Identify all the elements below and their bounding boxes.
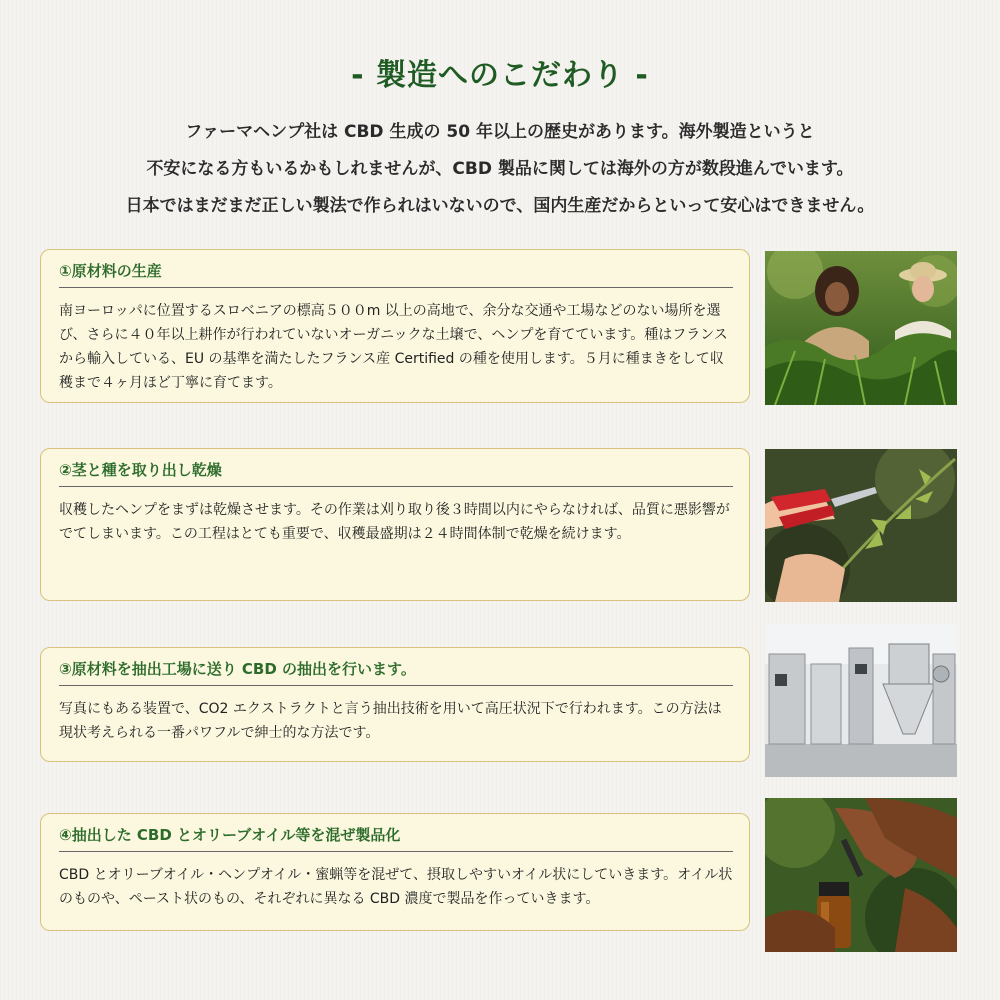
step-body: 写真にもある装置で、CO2 エクストラクトと言う抽出技術を用いて高圧状況下で行われます。この方法は現状考えられる一番パワフルで紳士的な方法です。 [59, 701, 722, 741]
step-card-extraction [40, 647, 750, 762]
pruning-shears-hemp-photo [765, 449, 957, 602]
intro-text [0, 114, 1000, 225]
intro-line: ファーマヘンプ社は CBD 生成の 50 年以上の歴史があります。海外製造というと [185, 122, 815, 142]
page-title: - 製造へのこだわり - [351, 58, 649, 93]
step-title: ①原材料の生産 [59, 260, 733, 288]
step-body: 南ヨーロッパに位置するスロベニアの標高５００m 以上の高地で、余分な交通や工場などのない場所を選び、さらに４０年以上耕作が行われていないオーガニックな土壌で、ヘンプを育てています。種はフランスから輸入している、EU の基準を満たしたフランス産 Certified の種を使用します。５月に種まきをして収穫まで４ヶ月ほど丁寧に育てます。 [59, 303, 728, 391]
step-card-productization [40, 813, 750, 931]
extraction-machinery-photo [765, 624, 957, 777]
step-title: ②茎と種を取り出し乾燥 [59, 459, 733, 487]
intro-line: 不安になる方もいるかもしれませんが、CBD 製品に関しては海外の方が数段進んでいます。 [146, 159, 854, 179]
farmers-in-hemp-field-photo [765, 251, 957, 405]
step-title: ③原材料を抽出工場に送り CBD の抽出を行います。 [59, 658, 733, 686]
step-card-raw-material [40, 249, 750, 403]
step-body: 収穫したヘンプをまずは乾燥させます。その作業は刈り取り後３時間以内にやらなければ、品質に悪影響がでてしまいます。この工程はとても重要で、収穫最盛期は２４時間体制で乾燥を続けます。 [59, 502, 730, 542]
step-title: ④抽出した CBD とオリーブオイル等を混ぜ製品化 [59, 824, 733, 852]
cbd-oil-dropper-bottle-photo [765, 798, 957, 952]
intro-line: 日本ではまだまだ正しい製法で作られはいないので、国内生産だからといって安心はできません。 [125, 196, 875, 216]
step-body: CBD とオリーブオイル・ヘンプオイル・蜜蝋等を混ぜて、摂取しやすいオイル状にしていきます。オイル状のものや、ペースト状のもの、それぞれに異なる CBD 濃度で製品を作っていきます。 [59, 867, 733, 907]
step-card-drying [40, 448, 750, 601]
